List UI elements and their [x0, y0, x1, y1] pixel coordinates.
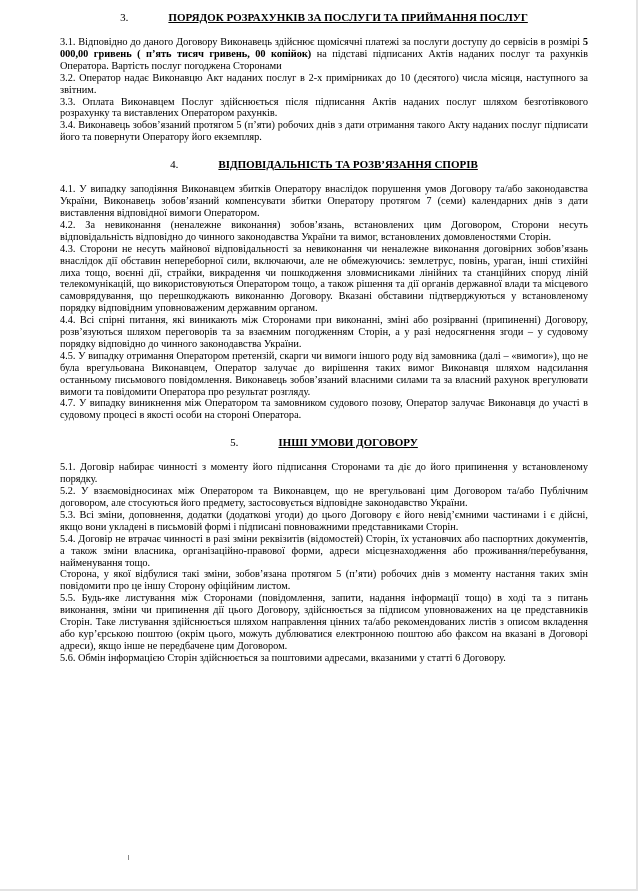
clause-4-1: 4.1. У випадку заподіяння Виконавцем збитків Оператору внаслідок порушення умов Договору та/або законодавства України, Виконавець зобов’язаний компенсувати збитки Оператору протягом 7 (семи) календарних днів з дати виставлення відповідної вимоги Оператором.: [60, 184, 588, 219]
section-heading: [60, 436, 588, 450]
section-4: [60, 158, 588, 422]
section-heading: [60, 158, 588, 172]
clause-text: на підставі підписаних Актів наданих послуг та рахунків Оператора. Вартість послуг погоджена Сторонами: [60, 48, 588, 72]
section-3: [60, 11, 588, 144]
section-5: [60, 436, 588, 664]
clause-text: 3.1. Відповідно до даного Договору Виконавець здійснює щомісячні платежі за послуги доступу до сервісів в розмірі: [60, 37, 583, 48]
clause-4-2: 4.2. За невиконання (неналежне виконання) зобов’язань, встановлених цим Договором, Сторони несуть відповідальність відповідно до чинного законодавства України та вимог, встановлених домовленостями Сторін.: [60, 219, 588, 243]
clause-3-2: 3.2. Оператор надає Виконавцю Акт наданих послуг в 2-х примірниках до 10 (десятого) числа місяця, наступного за звітним.: [60, 72, 588, 96]
clause-amount: 5 000,00 гривень ( п’ять тисяч гривень, 00 копійок): [60, 37, 588, 60]
clause-5-1: 5.1. Договір набирає чинності з моменту його підписання Сторонами та діє до його припинення у встановленому порядку.: [60, 462, 588, 486]
clause-4-5: 4.5. У випадку отримання Оператором претензій, скарги чи вимоги іншого роду від замовника (далі – «вимоги»), що не була врегульована Виконавцем, Оператор залучає до вирішення таких вимог Виконавця шляхом надсилання останньому письмового повідомлення. Виконавець зобов’язаний власними силами та за власний рахунок врегулювати вимоги та повідомити Оператора про результат розгляду.: [60, 350, 588, 398]
clause-5-5: 5.5. Будь-яке листування між Сторонами (повідомлення, запити, надання інформації тощо) в ході та з питань виконання, зміни чи припинення дії цього Договору, здійснюється за підписом уповноважених на це представників Сторін. Таке листування здійснюється шляхом направлення цінних та/або рекомендованих листів з описом вкладення або кур’єрською поштою (окрім цього, можуть дублюватися електронною поштою або факсом на вказані в Договорі адреси), якщо інше не передбачене цим Договором.: [60, 593, 588, 652]
page-mark: [128, 855, 129, 860]
clause-5-4: 5.4. Договір не втрачає чинності в разі зміни реквізитів (відомостей) Сторін, їх установчих або паспортних документів, а також зміни власника, організаційно-правової форми, адреси місцезнаходження або проживання/перебування, найменування тощо.: [60, 533, 588, 569]
section-heading: [60, 11, 588, 25]
section-number: 5.: [230, 437, 239, 450]
clause-5-4-continued: Сторона, у якої відбулися такі зміни, зобов’язана протягом 5 (п’яти) робочих днів з моменту настання таких змін повідомити про це іншу Сторону офіційним листом.: [60, 569, 588, 593]
clause-5-6: 5.6. Обмін інформацією Сторін здійснюється за поштовими адресами, вказаними у статті 6 Договору.: [60, 652, 506, 664]
clause-3-3: 3.3. Оплата Виконавцем Послуг здійснюється після підписання Актів наданих послуг шляхом безготівкового розрахунку та виставлених Оператором рахунків.: [60, 96, 588, 120]
section-number: 4.: [170, 159, 179, 172]
clause-4-7: 4.7. У випадку виникнення між Оператором та замовником судового позову, Оператор залучає Виконавця до участі в судовому процесі в якості особи на стороні Оператора.: [60, 398, 588, 422]
clause-5-3: 5.3. Всі зміни, доповнення, додатки (додаткові угоди) до цього Договору є його невід’ємними частинами і є дійсні, якщо вони укладені в письмовій формі і підписані повноважними представниками Сторін.: [60, 509, 588, 533]
clause-5-2: 5.2. У взаємовідносинах між Оператором та Виконавцем, що не врегульовані цим Договором та/або Публічним договором, але стосуються його предмету, застосовується відповідне законодавство України.: [60, 486, 588, 509]
clause-3-4: 3.4. Виконавець зобов’язаний протягом 5 (п’яти) робочих днів з дати отримання такого Акту наданих послуг підписати його та повернути Оператору його екземпляр.: [60, 120, 588, 144]
document-content: [60, 8, 588, 679]
section-title: ВІДПОВІДАЛЬНІСТЬ ТА РОЗВ’ЯЗАННЯ СПОРІВ: [218, 159, 478, 172]
clause-3-1: [60, 37, 588, 73]
section-title: ПОРЯДОК РОЗРАХУНКІВ ЗА ПОСЛУГИ ТА ПРИЙМАННЯ ПОСЛУГ: [168, 12, 528, 24]
section-number: 3.: [120, 12, 129, 24]
clause-4-4: 4.4. Всі спірні питання, які виникають між Сторонами при виконанні, зміні або розірванні (припиненні) Договору, розв’язуються шляхом переговорів та за взаємним погодженням Сторін, а у разі недосягнення згоди – у судовому порядку відповідно до чинного законодавства України.: [60, 315, 588, 350]
clause-4-3: 4.3. Сторони не несуть майнової відповідальності за невиконання чи неналежне виконання договірних зобов’язань внаслідок дії обставин непереборної сили, включаючи, але не обмежуючись: землетрус, повінь, ураган, інші стихійні лиха тощо, воєнні дії, страйки, викрадення чи пошкодження зловмисниками лінійних та станційних споруд ліній телекомунікацій, що використовуються Оператором тощо, а також рішення та дії органів державної влади та місцевого самоврядування, що перешкоджають виконанню Договору. Вказані обставини підтверджуються у встановленому порядку відповідним уповноваженим державним органом.: [60, 243, 588, 315]
section-title: ІНШІ УМОВИ ДОГОВОРУ: [278, 437, 418, 450]
